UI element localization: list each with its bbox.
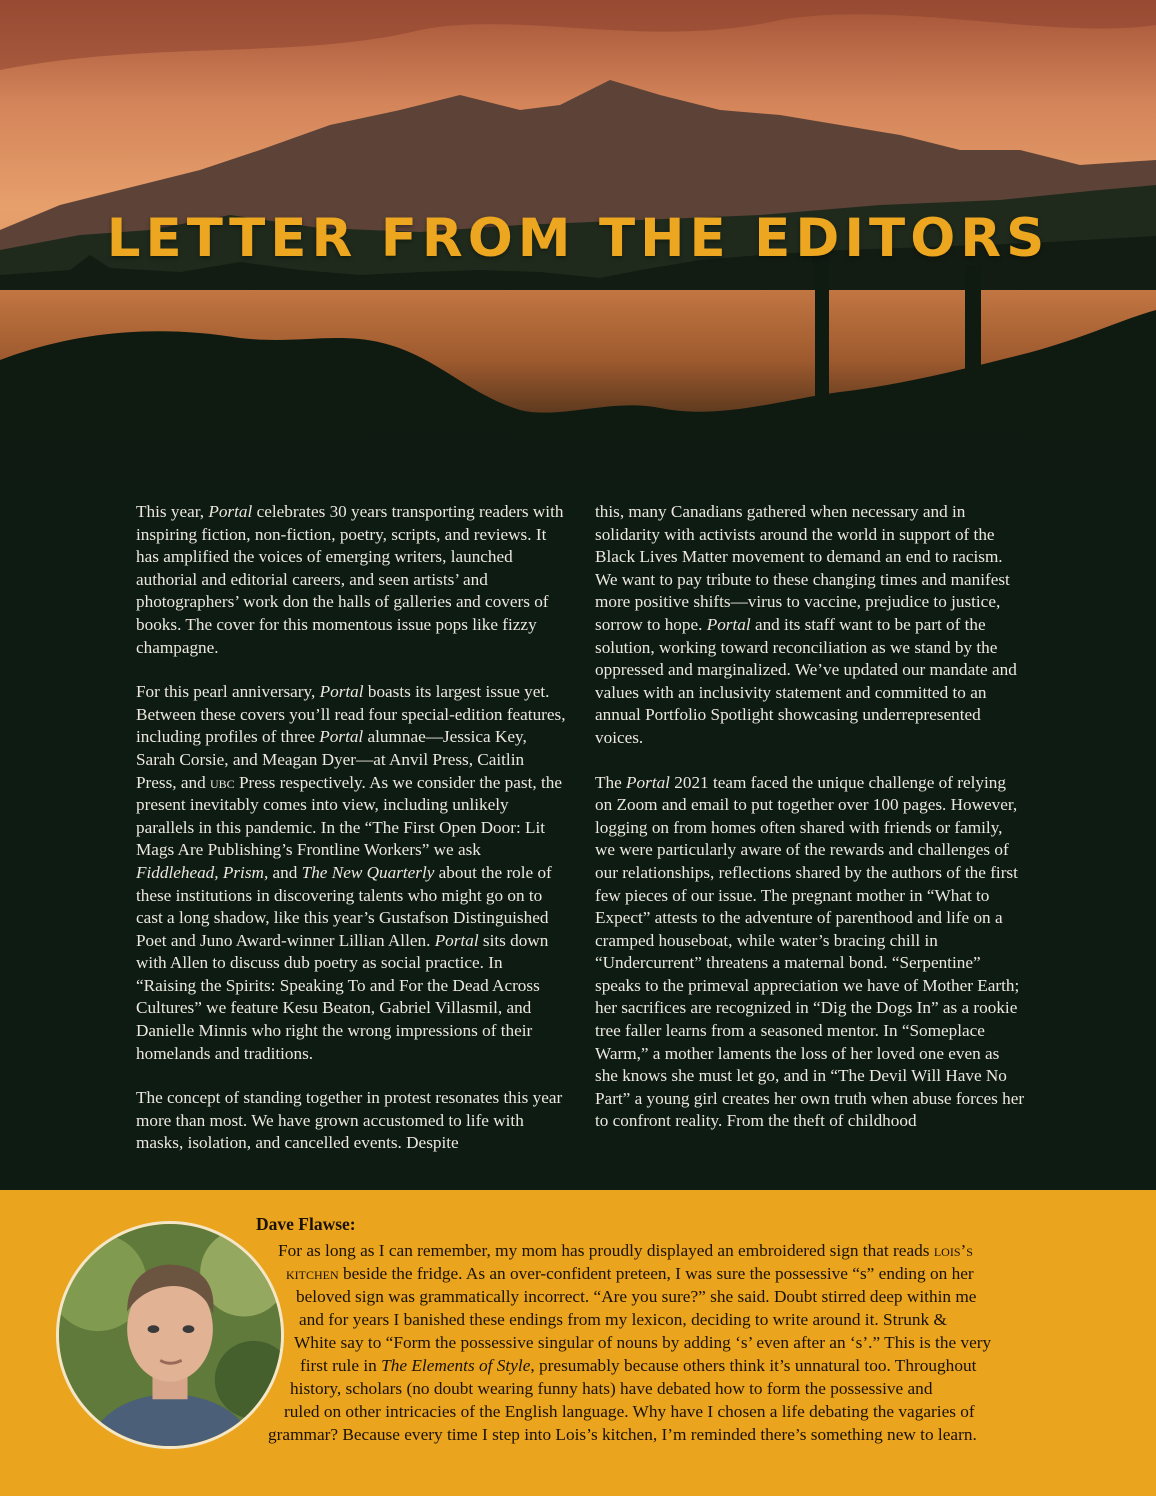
letter-column-right — [595, 501, 1025, 1155]
letter-paragraph: The Portal 2021 team faced the unique challenge of relying on Zoom and email to put together over 100 pages. However, logging on from homes often shared with friends or family, we were particularly aware of the rewards and challenges of our relationships, reflections shared by the authors of the first few pieces of our issue. The pregnant mother in “What to Expect” attests to the adventure of parenthood and life on a cramped houseboat, while water’s bracing chill in “Undercurrent” threatens a maternal bond. “Serpentine” speaks to the primeval appreciation we have of Mother Earth; her sacrifices are recognized in “Dig the Dogs In” as a rookie tree faller learns from a seasoned mentor. In “Someplace Warm,” a mother laments the loss of her loved one even as she knows she must let go, and in “The Devil Will Have No Part” a young girl creates her own truth when abuse forces her to confront reality. From the theft of childhood — [595, 772, 1025, 1131]
letter-column-left — [136, 501, 566, 1177]
contributor-name: Dave Flawse: — [256, 1214, 356, 1234]
bio-line: and for years I banished these endings from my lexicon, deciding to write around it. Strunk & — [299, 1310, 947, 1329]
page-title: LETTER FROM THE EDITORS — [106, 208, 1050, 269]
bio-line: history, scholars (no doubt wearing funny hats) have debated how to form the possessive and — [290, 1379, 933, 1398]
bio-line: White say to “Form the possessive singular of nouns by adding ‘s’ even after an ‘s’.” This is the very — [294, 1333, 992, 1352]
bio-line: ruled on other intricacies of the English language. Why have I chosen a life debating the vagaries of — [284, 1402, 975, 1421]
bio-line: beloved sign was grammatically incorrect. “Are you sure?” she said. Doubt stirred deep within me — [296, 1287, 977, 1306]
bio-line: grammar? Because every time I step into Lois’s kitchen, I’m reminded there’s something new to learn. — [268, 1425, 977, 1444]
avatar — [56, 1221, 284, 1449]
portrait-photo — [59, 1224, 281, 1446]
bio-line: For as long as I can remember, my mom has proudly displayed an embroidered sign that reads lois’s — [278, 1241, 973, 1260]
letter-paragraph: This year, Portal celebrates 30 years transporting readers with inspiring fiction, non-fiction, poetry, scripts, and reviews. It has amplified the voices of emerging writers, launched authorial and editorial careers, and seen artists’ and photographers’ work don the halls of galleries and covers of books. The cover for this momentous issue pops like fizzy champagne. — [136, 502, 564, 657]
bio-line: first rule in The Elements of Style, presumably because others think it’s unnatural too. Throughout — [300, 1356, 977, 1375]
letter-paragraph: The concept of standing together in protest resonates this year more than most. We have grown accustomed to life with masks, isolation, and cancelled events. Despite — [136, 1088, 563, 1153]
letter-paragraph: For this pearl anniversary, Portal boasts its largest issue yet. Between these covers you’ll read four special-edition features, including profiles of three Portal alumnae—Jessica Key, Sarah Corsie, and Meagan Dyer—at Anvil Press, Caitlin Press, and ubc Press respectively. As we consider the past, the present inevitably comes into view, including unlikely parallels in this pandemic. In the “The First Open Door: Lit Mags Are Publishing’s Frontline Workers” we ask Fiddlehead, Prism, and The New Quarterly about the role of these institutions in discovering talents who might go on to cast a long shadow, like this year’s Gustafson Distinguished Poet and Juno Award-winner Lillian Allen. Portal sits down with Allen to discuss dub poetry as social practice. In “Raising the Spirits: Speaking To and For the Dead Across Cultures” we feature Kesu Beaton, Gabriel Villasmil, and Danielle Minnis who right the wrong impressions of their homelands and traditions. — [136, 682, 566, 1063]
bio-line: kitchen beside the fridge. As an over-confident preteen, I was sure the possessive “s” ending on her — [286, 1264, 974, 1283]
letter-paragraph: this, many Canadians gathered when necessary and in solidarity with activists around the world in support of the Black Lives Matter movement to demand an end to racism. We want to pay tribute to these changing times and manifest more positive shifts—virus to vaccine, prejudice to justice, sorrow to hope. Portal and its staff want to be part of the solution, working toward reconciliation as we stand by the oppressed and marginalized. We’ve updated our mandate and values with an inclusivity statement and committed to an annual Portfolio Spotlight showcasing underrepresented voices. — [595, 502, 1017, 747]
